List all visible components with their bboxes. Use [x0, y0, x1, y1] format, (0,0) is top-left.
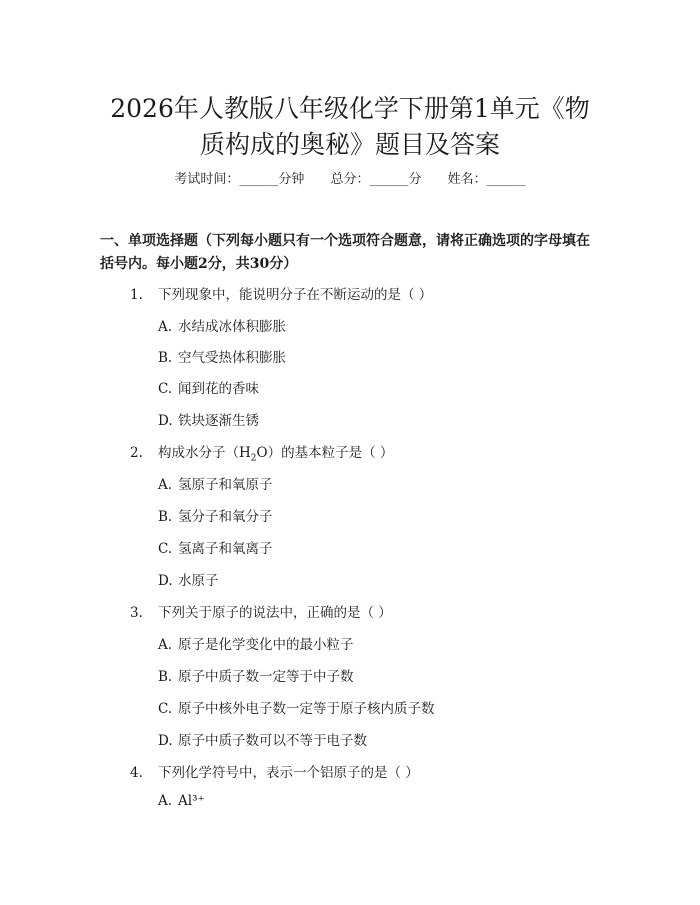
option-3c — [158, 697, 435, 717]
option-text: 氢分子和氧分子 — [178, 509, 273, 525]
exam-time-field: 考试时间：______分钟 — [174, 172, 305, 187]
question-number: 1. — [130, 287, 143, 303]
option-text: 原子中质子数一定等于中子数 — [178, 669, 354, 685]
option-letter: A. — [158, 477, 173, 493]
option-letter: B. — [158, 350, 173, 366]
option-4a — [158, 793, 205, 809]
option-2d — [158, 569, 219, 589]
option-letter: C. — [158, 381, 173, 397]
option-text: 原子中质子数可以不等于电子数 — [178, 733, 367, 749]
option-text: 铁块逐渐生锈 — [178, 413, 259, 429]
subscript: 2 — [250, 453, 257, 464]
option-letter: B. — [158, 669, 173, 685]
section-heading-continued: 括号内。每小题2分，共30分） — [100, 256, 298, 272]
option-2a — [158, 473, 273, 493]
question-2 — [130, 441, 393, 464]
option-letter: A. — [158, 319, 173, 335]
question-text-part: O）的基本粒子是（ ） — [256, 445, 394, 461]
question-number: 2. — [130, 445, 143, 461]
option-text: Al³⁺ — [178, 793, 205, 809]
option-letter: D. — [158, 573, 173, 589]
option-3b — [158, 665, 354, 685]
option-1d — [158, 409, 259, 429]
total-score-field: 总分：______分 — [330, 172, 422, 187]
option-letter: A. — [158, 637, 173, 653]
option-letter: D. — [158, 733, 173, 749]
section-heading: 一、单项选择题（下列每小题只有一个选项符合题意，请将正确选项的字母填在 — [100, 233, 590, 249]
document-title-line-2: 质构成的奥秘》题目及答案 — [199, 130, 500, 159]
option-3d — [158, 729, 367, 749]
question-text: 下列现象中，能说明分子在不断运动的是（ ） — [158, 287, 433, 303]
question-number: 4. — [130, 765, 143, 781]
option-1a — [158, 315, 286, 335]
option-text: 氢原子和氧原子 — [178, 477, 273, 493]
question-text — [158, 445, 394, 464]
option-text: 氢离子和氧离子 — [178, 541, 273, 557]
question-3 — [130, 601, 392, 621]
option-text: 原子是化学变化中的最小粒子 — [178, 637, 354, 653]
option-letter: C. — [158, 541, 173, 557]
question-text: 下列关于原子的说法中，正确的是（ ） — [158, 605, 392, 621]
option-letter: D. — [158, 413, 173, 429]
option-text: 水原子 — [178, 573, 219, 589]
option-text: 闻到花的香味 — [178, 381, 259, 397]
option-3a — [158, 633, 354, 653]
option-text: 水结成冰体积膨胀 — [178, 319, 286, 335]
option-text: 原子中核外电子数一定等于原子核内质子数 — [178, 701, 435, 717]
question-4 — [130, 761, 419, 781]
option-1c — [158, 377, 259, 397]
option-letter: B. — [158, 509, 173, 525]
option-1b — [158, 346, 286, 366]
document-title-line-1: 2026年人教版八年级化学下册第1单元《物 — [110, 94, 590, 123]
student-name-field: 姓名：______ — [447, 172, 526, 187]
option-letter: A. — [158, 793, 173, 809]
question-text: 下列化学符号中，表示一个铝原子的是（ ） — [158, 765, 419, 781]
option-2b — [158, 505, 273, 525]
option-letter: C. — [158, 701, 173, 717]
question-text-part: 构成水分子（H — [158, 445, 251, 461]
option-2c — [158, 537, 273, 557]
question-1 — [130, 283, 432, 303]
option-text: 空气受热体积膨胀 — [178, 350, 286, 366]
question-number: 3. — [130, 605, 143, 621]
exam-info — [0, 168, 700, 187]
